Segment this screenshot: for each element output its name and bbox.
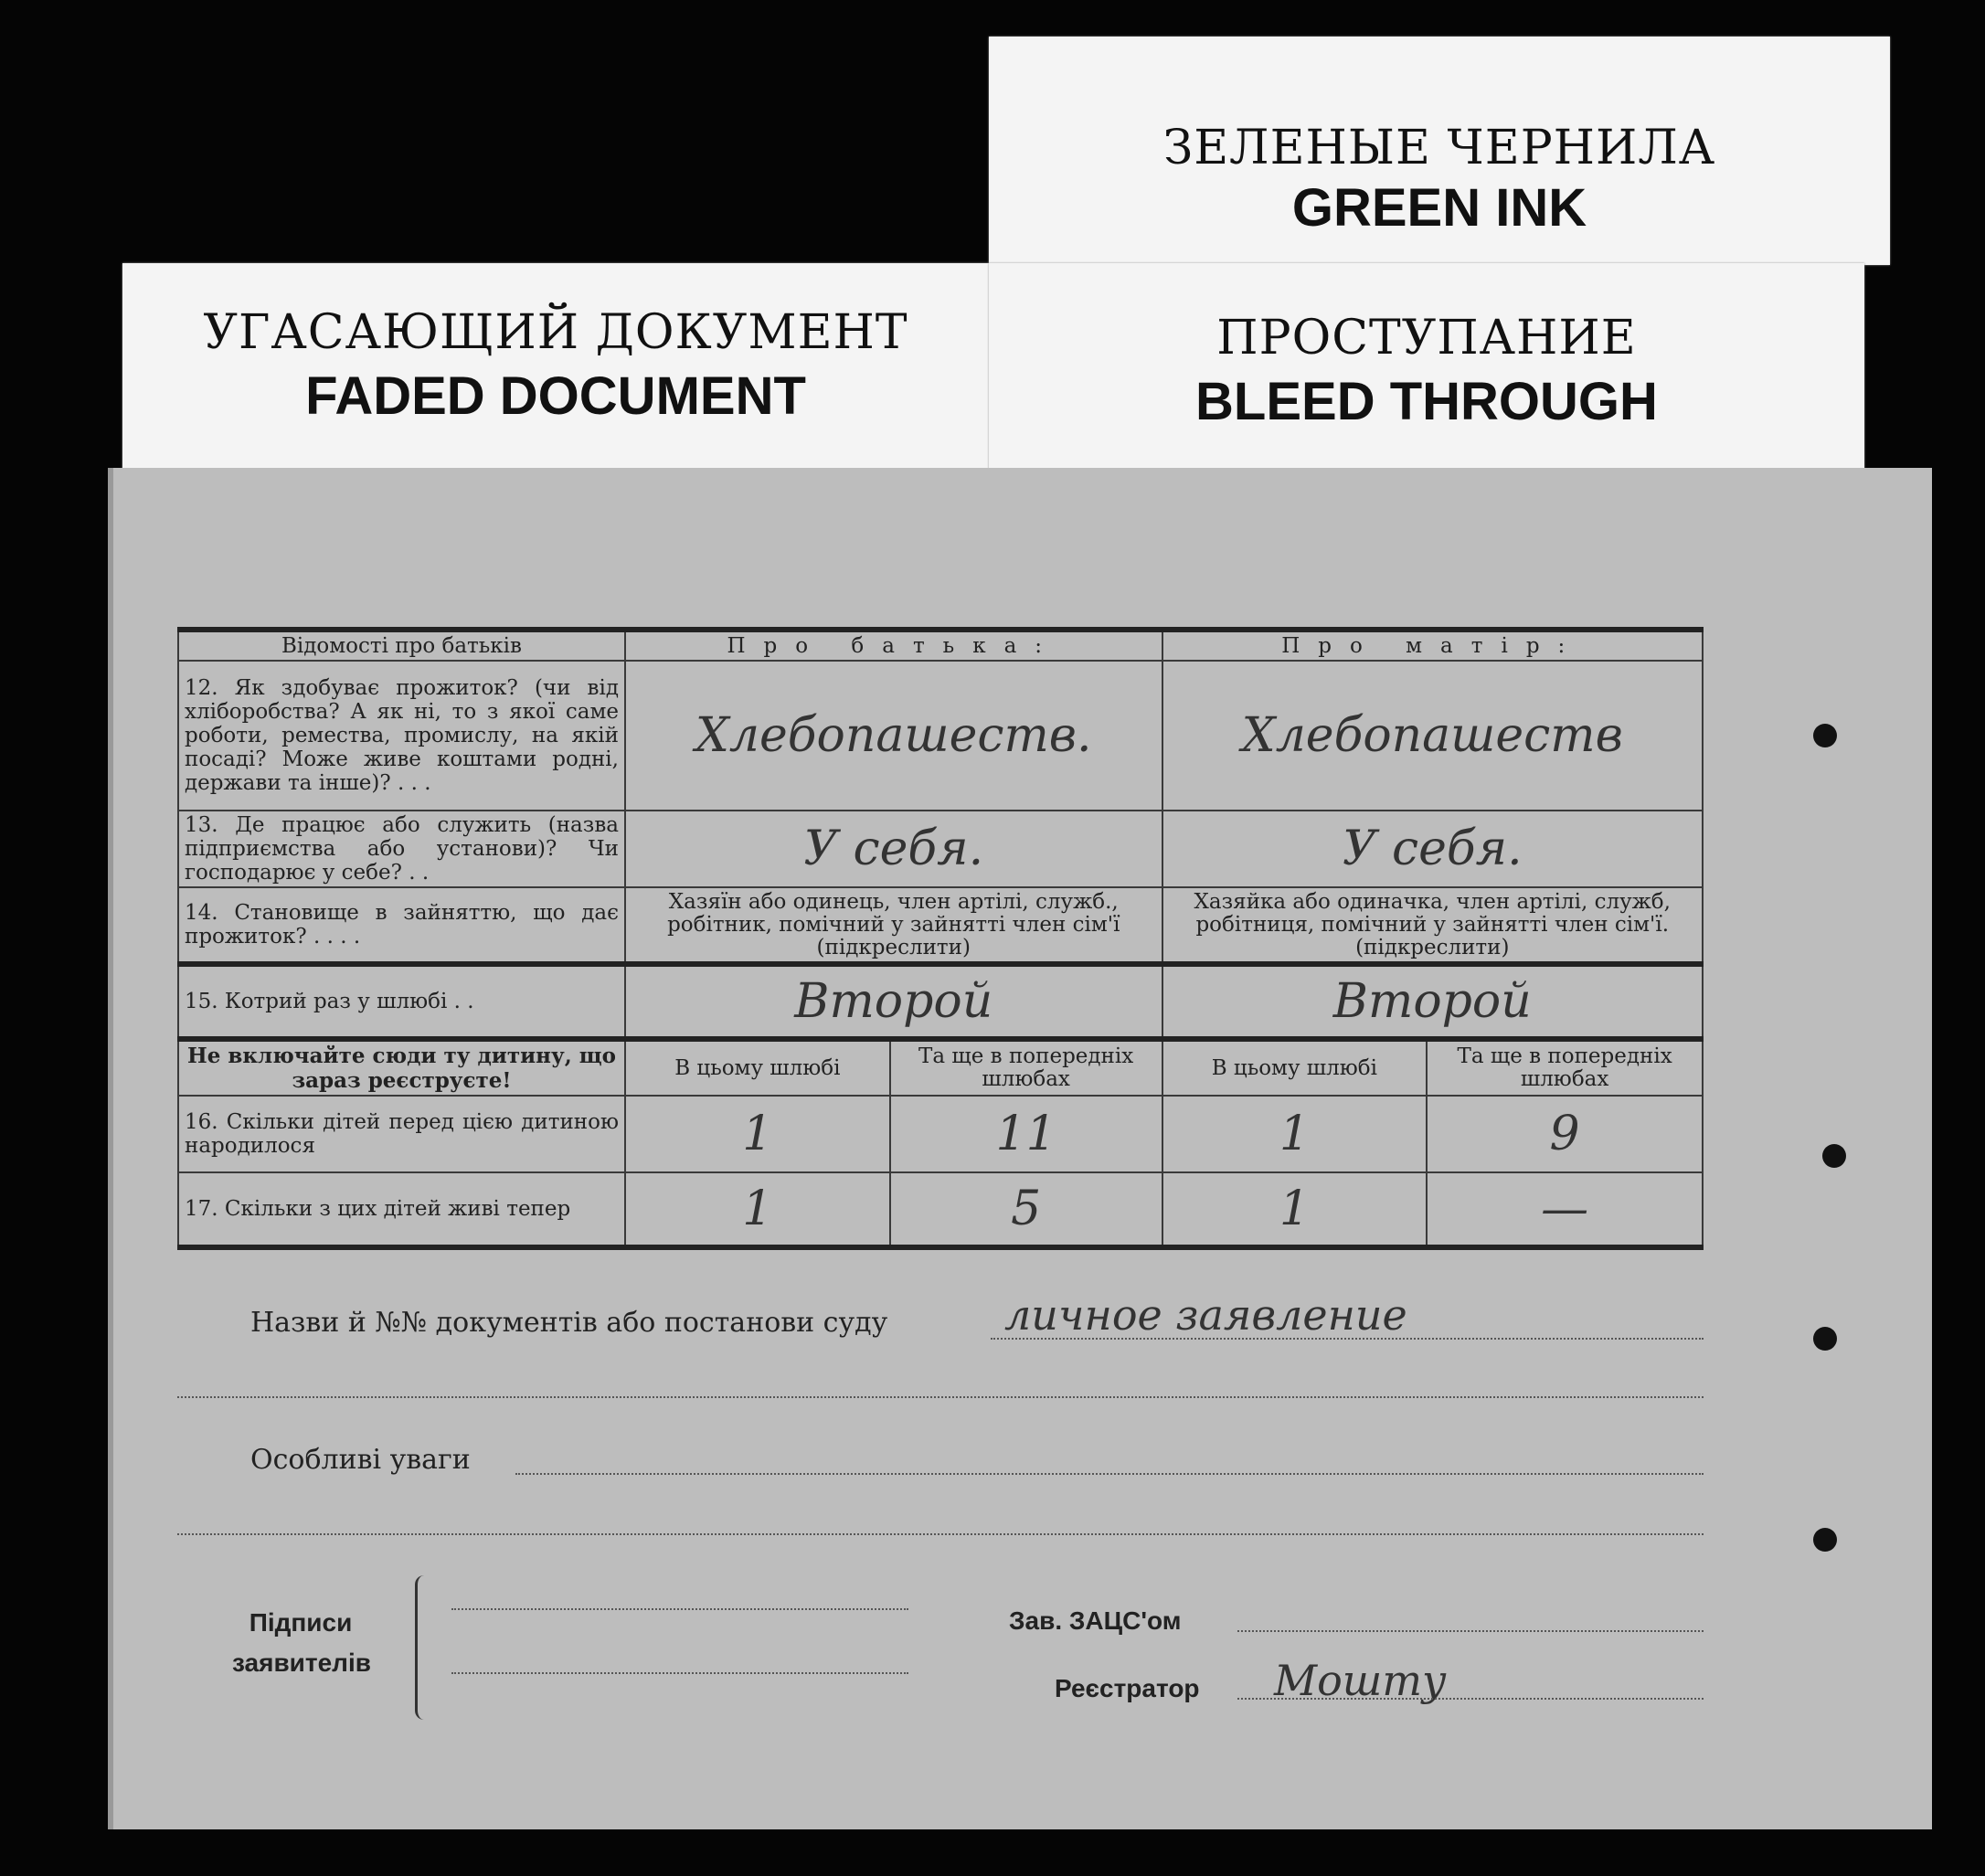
head-of-registry-label: Зав. ЗАЦС'ом: [1009, 1606, 1182, 1635]
bleed-through-label-ru: ПРОСТУПАНИЕ: [1216, 311, 1637, 366]
applicant-signature-line-2: [451, 1672, 908, 1674]
table-row: [178, 964, 1703, 1039]
green-ink-label-ru: ЗЕЛЕНЫЕ ЧЕРНИЛА: [1162, 121, 1716, 175]
children-note: Не включайте сюди ту дитину, що зараз реєструєте!: [178, 1039, 625, 1096]
documents-line: [991, 1338, 1704, 1340]
table-header-row: [178, 630, 1703, 661]
registrar-label: Реєстратор: [1055, 1674, 1200, 1702]
question-13: 13. Де працює або служить (назва підприємства або установи)? Чи господарює у себе? . .: [178, 811, 625, 887]
punch-hole: [1813, 724, 1837, 747]
registrar-signature-line: [1237, 1698, 1704, 1700]
father-this-marriage-header: В цьому шлюбі: [625, 1039, 890, 1096]
mother-previous-header: Та ще в попередніх шлюбах: [1427, 1039, 1703, 1096]
father-occupation-status: Хазяїн або одинець, член артілі, служб., робітник, помічний у зайнятті член сім'ї (підкреслити): [625, 887, 1162, 964]
table-row: [178, 661, 1703, 811]
father-marriage-count: Второй: [625, 964, 1162, 1039]
children-header-row: [178, 1039, 1703, 1096]
question-16: 16. Скільки дітей перед цією дитиною народилося: [178, 1096, 625, 1172]
mother-workplace: У себя.: [1162, 811, 1703, 887]
punch-hole: [1813, 1528, 1837, 1552]
question-15: 15. Котрий раз у шлюбі . .: [178, 964, 625, 1039]
table-row: [178, 887, 1703, 964]
applicant-signature-line-1: [451, 1608, 908, 1610]
faded-document-label-en: FADED DOCUMENT: [305, 366, 806, 426]
question-17: 17. Скільки з цих дітей живі тепер: [178, 1172, 625, 1247]
documents-value: личное заявление: [1004, 1290, 1407, 1340]
mother-children-alive-this: 1: [1162, 1172, 1428, 1247]
father-children-alive-this: 1: [625, 1172, 890, 1247]
green-ink-label: [989, 37, 1890, 265]
mother-children-born-prev: 9: [1427, 1096, 1703, 1172]
remarks-line-2: [177, 1533, 1704, 1535]
bleed-through-label-en: BLEED THROUGH: [1195, 372, 1658, 431]
mother-this-marriage-header: В цьому шлюбі: [1162, 1039, 1428, 1096]
mother-marriage-count: Второй: [1162, 964, 1703, 1039]
father-workplace: У себя.: [625, 811, 1162, 887]
parents-info-table: [177, 627, 1704, 1250]
documents-label: Назви й №№ документів або постанови суду: [250, 1307, 888, 1339]
mother-livelihood: Хлебопашеств: [1162, 661, 1703, 811]
registrar-signature: Мошту: [1274, 1656, 1447, 1705]
header-parents-info: Відомості про батьків: [178, 630, 625, 661]
header-father: Про батька:: [625, 630, 1162, 661]
faded-document-label-ru: УГАСАЮЩИЙ ДОКУМЕНТ: [203, 305, 908, 360]
remarks-line: [515, 1473, 1704, 1475]
question-12: 12. Як здобуває прожиток? (чи від хліборобства? А як ні, то з якої саме роботи, ремества, промислу, на якій посаді? Може живе коштами родні, держави та інше)? . . .: [178, 661, 625, 811]
faded-document-label: [122, 263, 989, 488]
father-children-born-prev: 11: [890, 1096, 1162, 1172]
documents-line-2: [177, 1396, 1704, 1398]
question-14: 14. Становище в зайняттю, що дає прожиток? . . . .: [178, 887, 625, 964]
table-row: [178, 811, 1703, 887]
father-previous-header: Та ще в попередніх шлюбах: [890, 1039, 1162, 1096]
applicants-signatures-label: Підписи заявителів: [232, 1608, 371, 1677]
table-row: [178, 1096, 1703, 1172]
punch-hole: [1813, 1327, 1837, 1351]
father-children-born-this: 1: [625, 1096, 890, 1172]
header-mother: Про матір:: [1162, 630, 1703, 661]
table-row: [178, 1172, 1703, 1247]
mother-children-alive-prev: —: [1427, 1172, 1703, 1247]
remarks-label: Особливі уваги: [250, 1444, 471, 1476]
bleed-through-label: [989, 263, 1864, 490]
father-children-alive-prev: 5: [890, 1172, 1162, 1247]
document-page: [108, 468, 1932, 1829]
mother-children-born-this: 1: [1162, 1096, 1428, 1172]
head-signature-line: [1237, 1630, 1704, 1632]
mother-occupation-status: Хазяйка або одиначка, член артілі, служб, робітниця, помічний у зайнятті член сім'ї. (підкреслити): [1162, 887, 1703, 964]
father-livelihood: Хлебопашеств.: [625, 661, 1162, 811]
punch-hole: [1822, 1144, 1846, 1168]
green-ink-label-en: GREEN INK: [1291, 178, 1587, 238]
signatures-brace: [415, 1575, 432, 1720]
